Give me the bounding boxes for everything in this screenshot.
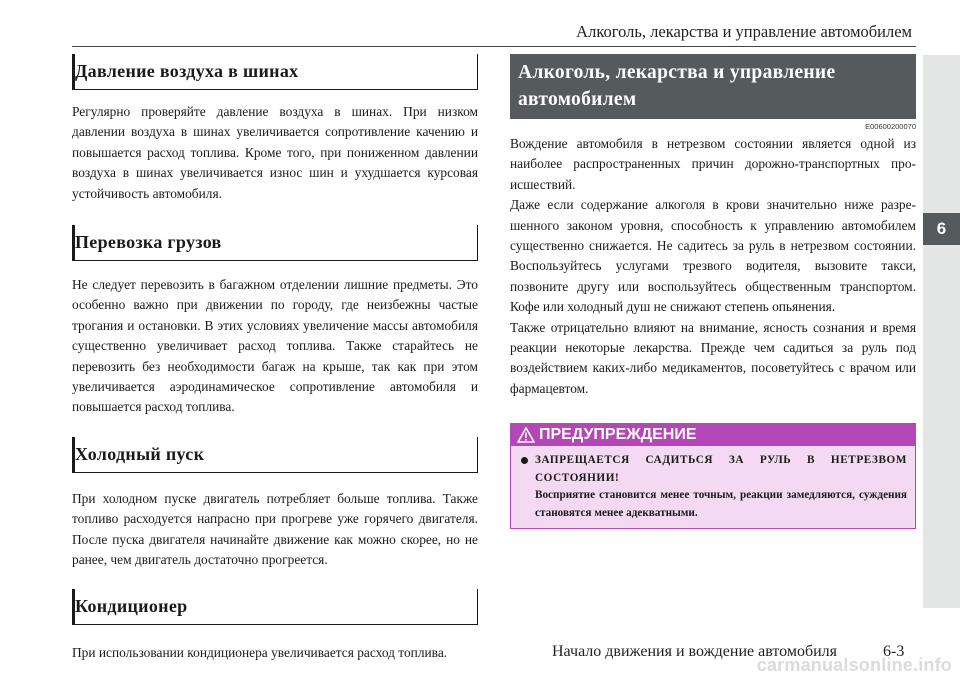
section-heading-cold-start: [72, 437, 478, 475]
section-body: При использовании кондиционера увеличивается расход топлива.: [72, 644, 448, 660]
warning-headline: ЗАПРЕЩАЕТСЯ САДИТЬСЯ ЗА РУЛЬ В НЕТРЕЗВОМ СОСТОЯНИИ!: [535, 454, 907, 484]
warning-title: ПРЕДУПРЕЖДЕНИЕ: [539, 426, 697, 444]
section-title-alcohol: Алкоголь, лекарства и управление автомобилем: [510, 54, 916, 119]
section-title: Перевозка грузов: [75, 232, 222, 253]
section-title: Холодный пуск: [75, 443, 205, 464]
warning-title-bar: [511, 424, 915, 446]
footer-section-title: Начало движения и вождение автомобиля: [552, 643, 838, 660]
section-heading-cargo: [72, 225, 478, 263]
side-strip: [923, 55, 960, 608]
watermark: carmanualsonline.info: [756, 655, 952, 675]
left-column: [72, 54, 478, 663]
warning-box: [510, 423, 916, 529]
page-number: 6-3: [883, 643, 905, 660]
warning-body: [511, 446, 915, 528]
header-rule: [72, 46, 916, 47]
section-body: При холодном пуске двигатель потребляет больше топлива. Также топливо расходуется напрасно при прогреве уже горячего двигателя. После пуска двигателя начинайте движение как можно скорее, но не ранее, чем двигатель достаточно прогреется.: [72, 490, 478, 568]
document-code: E00600200070: [865, 122, 916, 131]
section-body: Регулярно проверяйте давление воздуха в шинах. При низком давлении воздуха в шинах увеличивается сопротивление качению и повышается расход топлива. Кроме того, при пониженном давлении воздуха в шинах увеличивается износ шин и ухудшается курсовая устойчивость автомобиля.: [72, 104, 478, 201]
paragraph: Также отрицательно влияют на внимание, ясность сознания и время реакции некоторые лекарства. Прежде чем садиться за руль под воздействием каких-либо медикаментов, посоветуйтесь с врачом или фармацевтом.: [510, 319, 916, 396]
section-title: Кондиционер: [75, 595, 188, 616]
chapter-tab[interactable]: 6: [923, 213, 960, 245]
section-heading-tire-pressure: [72, 54, 478, 92]
warning-text: Восприятие становится менее точным, реакции замедляются, суждения становятся менее адекватными.: [535, 489, 907, 519]
bullet-icon: [521, 452, 535, 522]
running-header: Алкоголь, лекарства и управление автомобилем: [576, 22, 912, 41]
paragraph: Даже если содержание алкоголя в крови значительно ниже разрешенного законом уровня, способность к управлению автомобилем существенно снижается. Не садитесь за руль в нетрезвом состоянии. Воспользуйтесь услугами трезвого водителя, вызовите такси, позвоните другу или воспользуйтесь общественным транспортом. Кофе или холодный душ не снижают степень опьянения.: [510, 197, 916, 315]
section-title: Давление воздуха в шинах: [75, 61, 299, 81]
section-heading-air-conditioner: [72, 589, 478, 627]
section-body: Не следует перевозить в багажном отделении лишние предметы. Это особенно важно при движении по городу, где неизбежны частые трогания и остановки. В этих условиях увеличение массы автомобиля существенно увеличивает расход топлива. Также старайтесь не перевозить без необходимости багаж на крыше, так как при этом увеличивается аэродинамическое сопротивление автомобиля и повышается расход топлива.: [72, 277, 478, 415]
paragraph: Вождение автомобиля в нетрезвом состоянии является одной из наиболее распространенных причин дорожно-транспортных происшествий.: [510, 136, 916, 192]
right-column: [510, 54, 916, 529]
warning-triangle-icon: [517, 427, 535, 443]
